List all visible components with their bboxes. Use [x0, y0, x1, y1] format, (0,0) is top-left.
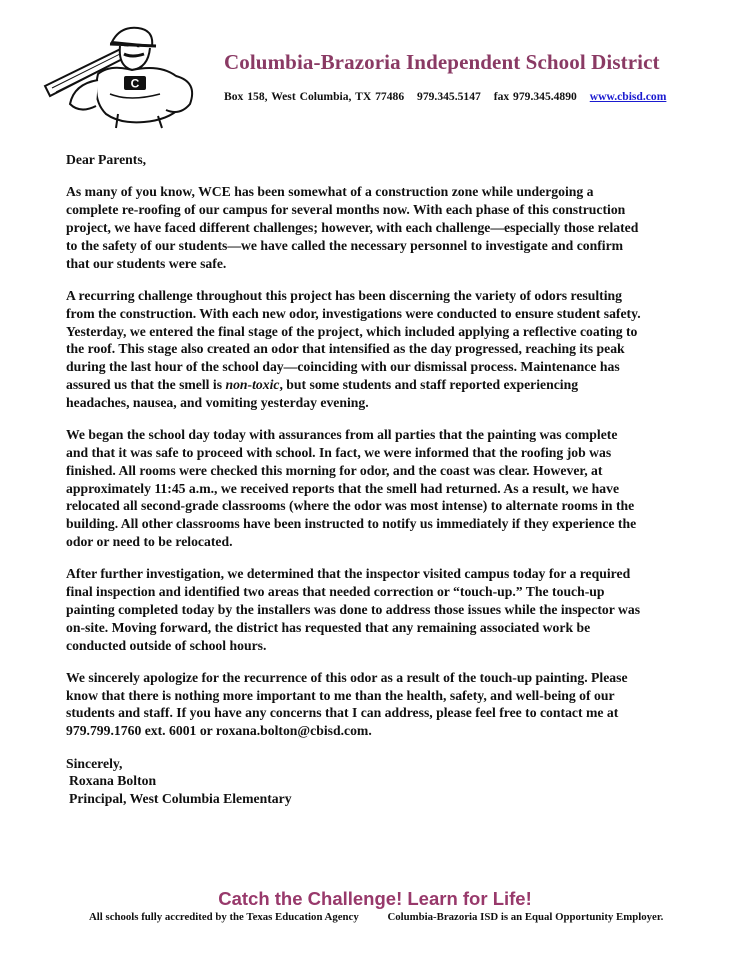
text-line: relocated all second-grade classrooms (where the odor was most intense) to alternate rooms in the — [66, 498, 635, 514]
italic-emphasis: non-toxic — [225, 376, 280, 392]
text-line: We began the school day today with assurances from all parties that the painting was complete — [66, 427, 618, 443]
text-line: building. All other classrooms have been instructed to notify us immediately if they experience the — [66, 516, 637, 532]
paragraph-2 — [66, 287, 641, 412]
logo-letter: C — [130, 76, 140, 91]
text-segment: assured us that the smell is — [66, 376, 226, 392]
footer-notes — [89, 911, 663, 923]
district-title: Columbia-Brazoria Independent School District — [224, 50, 660, 74]
text-line: students and staff. If you have any concerns that I can address, please feel free to contact me at — [66, 705, 619, 721]
text-line: know that there is nothing more important to me than the health, safety, and well-being of our — [66, 687, 615, 703]
website-link[interactable]: www.cbisd.com — [589, 90, 667, 103]
text-line: conducted outside of school hours. — [66, 637, 267, 653]
text-line: and that it was safe to proceed with school. In fact, we were informed that the roofing job was — [66, 444, 612, 460]
paragraph-5 — [66, 669, 641, 740]
text-line — [66, 376, 641, 394]
contact-line — [224, 90, 666, 103]
text-line: complete re-roofing of our campus for several months now. With each phase of this construction — [66, 202, 626, 218]
letter-body — [66, 151, 641, 808]
address: Box 158, West Columbia, TX 77486 — [224, 90, 405, 103]
text-line: that our students were safe. — [66, 255, 227, 271]
greeting-text: Dear Parents, — [66, 152, 147, 167]
text-line: A recurring challenge throughout this project has been discerning the variety of odors resulting — [66, 287, 622, 303]
signer-position: Principal, West Columbia Elementary — [69, 791, 292, 807]
text-line: the roof. This stage also created an odor that intensified as the day progressed, reaching its peak — [66, 341, 625, 357]
text-line: We sincerely apologize for the recurrence of this odor as a result of the touch-up painting. Please — [66, 669, 628, 685]
text-line: After further investigation, we determined that the inspector visited campus today for a required — [66, 566, 631, 582]
signer-name: Roxana Bolton — [69, 773, 157, 789]
paragraph-1 — [66, 183, 641, 272]
text-line: finished. All rooms were checked this morning for odor, and the coast was clear. However, at — [66, 462, 603, 478]
text-line: approximately 11:45 a.m., we received reports that the smell had returned. As a result, we have — [66, 480, 620, 496]
text-line: Yesterday, we entered the final stage of the project, which included applying a reflective coating to — [66, 323, 638, 339]
eoe-note: Columbia-Brazoria ISD is an Equal Opportunity Employer. — [387, 911, 664, 923]
text-segment: , but some students and staff reported experiencing — [279, 376, 579, 392]
text-line: project, we have faced different challenges; however, with each challenge—especially those related — [66, 219, 639, 235]
text-line: final inspection and identified two areas that needed correction or “touch-up.” The touch-up — [66, 584, 605, 600]
text-line: during the last hour of the school day—coinciding with our dismissal process. Maintenance has — [66, 359, 620, 375]
fax: fax 979.345.4890 — [493, 90, 577, 103]
text-line: odor or need to be relocated. — [66, 533, 233, 549]
paragraph-3 — [66, 426, 641, 551]
district-mascot-logo — [40, 24, 220, 129]
text-line: 979.799.1760 ext. 6001 or roxana.bolton@cbisd.com. — [66, 723, 372, 739]
paragraph-4 — [66, 565, 641, 654]
footer-slogan: Catch the Challenge! Learn for Life! — [218, 888, 532, 909]
accreditation-note: All schools fully accredited by the Texas Education Agency — [89, 911, 359, 923]
text-line: from the construction. With each new odor, investigations were conducted to ensure student safety. — [66, 305, 641, 321]
text-line: on-site. Moving forward, the district has requested that any remaining associated work be — [66, 619, 591, 635]
phone: 979.345.5147 — [417, 90, 481, 103]
signature-block — [66, 755, 641, 808]
greeting — [66, 151, 641, 169]
text-line: to the safety of our students—we have called the necessary personnel to investigate and confirm — [66, 237, 624, 253]
text-line: headaches, nausea, and vomiting yesterday evening. — [66, 394, 369, 410]
text-line: As many of you know, WCE has been somewhat of a construction zone while undergoing a — [66, 184, 594, 200]
text-line: painting completed today by the installers was done to address those issues while the inspector was — [66, 601, 641, 617]
closing: Sincerely, — [66, 755, 123, 771]
